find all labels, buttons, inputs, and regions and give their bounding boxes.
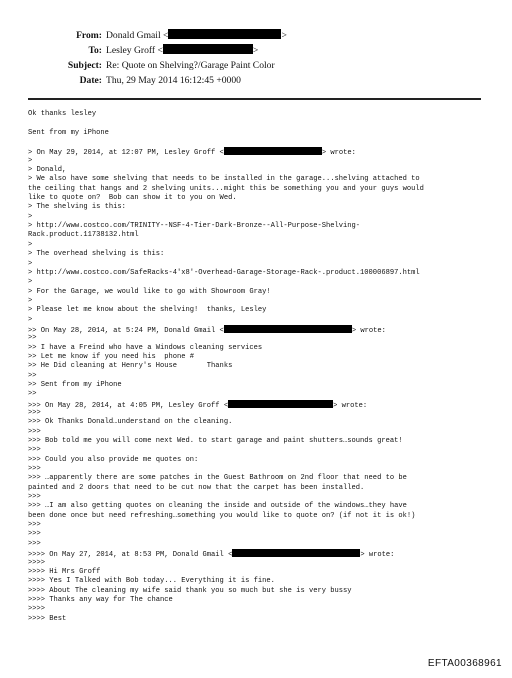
body-line	[28, 502, 498, 511]
from-close: >	[281, 30, 287, 41]
body-line	[28, 213, 498, 222]
body-line	[28, 194, 498, 203]
body-line-text: painted and 2 doors that need to be cut now that the carpet has been installed.	[28, 483, 365, 492]
date-row	[0, 73, 512, 88]
body-line	[28, 157, 498, 166]
body-line	[28, 110, 498, 119]
body-line	[28, 203, 498, 212]
body-line	[28, 297, 498, 306]
header-divider	[28, 98, 481, 100]
to-close: >	[252, 45, 259, 56]
body-line	[28, 241, 498, 250]
body-line	[28, 306, 498, 315]
body-line-suffix: > wrote:	[351, 326, 386, 335]
redaction-box	[224, 147, 322, 155]
body-line	[28, 175, 498, 184]
from-label: From:	[76, 30, 102, 41]
body-line-text: >	[28, 296, 33, 305]
body-line	[28, 288, 498, 297]
body-line	[28, 185, 498, 194]
body-line	[28, 147, 498, 156]
body-line	[28, 129, 498, 138]
body-line	[28, 372, 498, 381]
body-line-text: >> I have a Freind who have a Windows cleaning services	[28, 343, 263, 352]
body-line-text: >> On May 28, 2014, at 5:24 PM, Donald Gmail <	[28, 326, 224, 335]
body-line-text: >>>> Hi Mrs Groff	[28, 567, 101, 576]
redaction-box	[163, 44, 253, 54]
body-line-text: >>>	[28, 446, 41, 455]
body-line-text: >> He Did cleaning at Henry's House Thanks	[28, 362, 233, 371]
body-line-text: >	[28, 212, 33, 221]
body-line	[28, 362, 498, 371]
body-line-text: >>> …apparently there are some patches in the Guest Bathroom on 2nd floor that need to be	[28, 474, 407, 483]
from-name: Donald Gmail <	[106, 30, 169, 41]
body-line	[28, 605, 498, 614]
body-line	[28, 250, 498, 259]
body-line-text: the ceiling that hangs and 2 shelving units...might this be something you and your guys would	[28, 184, 424, 193]
body-line	[28, 559, 498, 568]
body-line	[28, 316, 498, 325]
body-line	[28, 400, 498, 409]
body-line-text: >>>>	[28, 605, 46, 614]
body-line-text: >>>	[28, 530, 41, 539]
body-line-text: >>>	[28, 465, 41, 474]
body-line	[28, 418, 498, 427]
body-line-text: >>>	[28, 539, 41, 548]
document-id-stamp: EFTA00368961	[427, 658, 502, 669]
body-line-text: >	[28, 315, 33, 324]
body-line	[28, 615, 498, 624]
body-line	[28, 587, 498, 596]
body-line	[28, 344, 498, 353]
body-line	[28, 521, 498, 530]
body-line-text: >>>> About The cleaning my wife said thank you so much but she is very bussy	[28, 586, 352, 595]
body-line	[28, 437, 498, 446]
body-line	[28, 596, 498, 605]
to-value	[106, 43, 258, 58]
body-line-text: >>	[28, 334, 37, 343]
body-line-text: >>> Could you also provide me quotes on:	[28, 455, 199, 464]
body-line	[28, 390, 498, 399]
body-line	[28, 269, 498, 278]
body-line-text: Ok thanks lesley	[28, 110, 97, 118]
email-body	[28, 110, 498, 624]
date-label: Date:	[79, 75, 102, 86]
body-line-suffix: > wrote:	[333, 401, 368, 410]
body-line-text: >	[28, 259, 33, 268]
body-line-text: >>>>	[28, 558, 46, 567]
body-line-text: Sent from my iPhone	[28, 128, 109, 137]
body-line	[28, 540, 498, 549]
body-line-text: >> Sent from my iPhone	[28, 380, 122, 389]
redaction-box	[228, 400, 333, 408]
body-line	[28, 278, 498, 287]
body-line	[28, 456, 498, 465]
body-line-text: >>>> On May 27, 2014, at 8:53 PM, Donald Gmail <	[28, 551, 233, 560]
body-line-text: >>>	[28, 493, 41, 502]
body-line	[28, 381, 498, 390]
to-row	[0, 43, 512, 58]
body-line-text: >>>> Best	[28, 614, 67, 623]
body-line-text: >>> On May 28, 2014, at 4:05 PM, Lesley Groff <	[28, 401, 229, 410]
body-line-text: > http://www.costco.com/SafeRacks-4'x8'-Overhead-Garage-Storage-Rack-.product.100006897.html	[28, 268, 420, 277]
body-line-text: been done once but need refreshing…something you would like to quote on? (if not it is ok!)	[28, 511, 416, 520]
body-line	[28, 119, 498, 128]
body-line	[28, 428, 498, 437]
body-line	[28, 138, 498, 147]
body-line-text: >>>	[28, 427, 41, 436]
body-line-text: Rack.product.11738132.html	[28, 231, 139, 240]
body-line-text: like to quote on? Bob can show it to you on Wed.	[28, 194, 237, 203]
body-line-text: > On May 29, 2014, at 12:07 PM, Lesley Groff <	[28, 149, 224, 158]
body-line-text: > The overhead shelving is this:	[28, 250, 165, 259]
body-line-text: > Donald,	[28, 166, 67, 175]
body-line-text: >>	[28, 390, 37, 399]
body-line-suffix: > wrote:	[321, 149, 356, 158]
body-line	[28, 334, 498, 343]
body-line-text: >>> Ok Thanks Donald…understand on the cleaning.	[28, 418, 233, 427]
from-row	[0, 28, 512, 43]
body-line	[28, 577, 498, 586]
body-line-text: >>>	[28, 521, 41, 530]
body-line-text: > The shelving is this:	[28, 203, 126, 212]
body-line-text: > We also have some shelving that needs to be installed in the garage...shelving attached to	[28, 175, 420, 184]
body-line-text: >>> …I am also getting quotes on cleaning the inside and outside of the windows…they have	[28, 502, 407, 511]
body-line	[28, 231, 498, 240]
redaction-box	[224, 325, 352, 333]
body-line	[28, 353, 498, 362]
body-line-text: >	[28, 240, 33, 249]
body-line	[28, 446, 498, 455]
body-line-text: > Please let me know about the shelving! thanks, Lesley	[28, 306, 267, 315]
from-value	[106, 28, 287, 43]
body-line	[28, 325, 498, 334]
redaction-box	[168, 29, 281, 39]
body-line-text: >> Let me know if you need his phone #	[28, 352, 195, 361]
body-line-text: >>> Bob told me you will come next Wed. to start garage and paint shutters…sounds great!	[28, 437, 403, 446]
body-line	[28, 484, 498, 493]
body-line	[28, 493, 498, 502]
subject-row	[0, 58, 512, 73]
body-line-text: >>>	[28, 409, 41, 417]
body-line	[28, 222, 498, 231]
subject-value: Re: Quote on Shelving?/Garage Paint Color	[106, 60, 275, 71]
body-line-text: >	[28, 278, 33, 287]
body-line	[28, 409, 498, 418]
body-line	[28, 568, 498, 577]
body-line-text: >>>> Yes I Talked with Bob today... Everything it is fine.	[28, 577, 275, 586]
to-label: To:	[88, 45, 102, 56]
to-name: Lesley Groff <	[106, 45, 163, 56]
body-line-text: >>	[28, 371, 37, 380]
body-line	[28, 465, 498, 474]
subject-label: Subject:	[67, 60, 102, 71]
body-line	[28, 549, 498, 558]
email-header	[0, 28, 512, 88]
body-line-text: > http://www.costco.com/TRINITY--NSF-4-Tier-Dark-Bronze--All-Purpose-Shelving-	[28, 222, 361, 231]
body-line	[28, 166, 498, 175]
body-line	[28, 530, 498, 539]
date-value: Thu, 29 May 2014 16:12:45 +0000	[106, 75, 241, 86]
body-line-text: >	[28, 156, 33, 165]
body-line-suffix: > wrote:	[360, 551, 395, 560]
body-line-text: > For the Garage, we would like to go with Showroom Gray!	[28, 287, 271, 296]
body-line	[28, 512, 498, 521]
redaction-box	[232, 549, 360, 557]
body-line-text: >>>> Thanks any way for The chance	[28, 595, 173, 604]
body-line	[28, 260, 498, 269]
body-line	[28, 474, 498, 483]
